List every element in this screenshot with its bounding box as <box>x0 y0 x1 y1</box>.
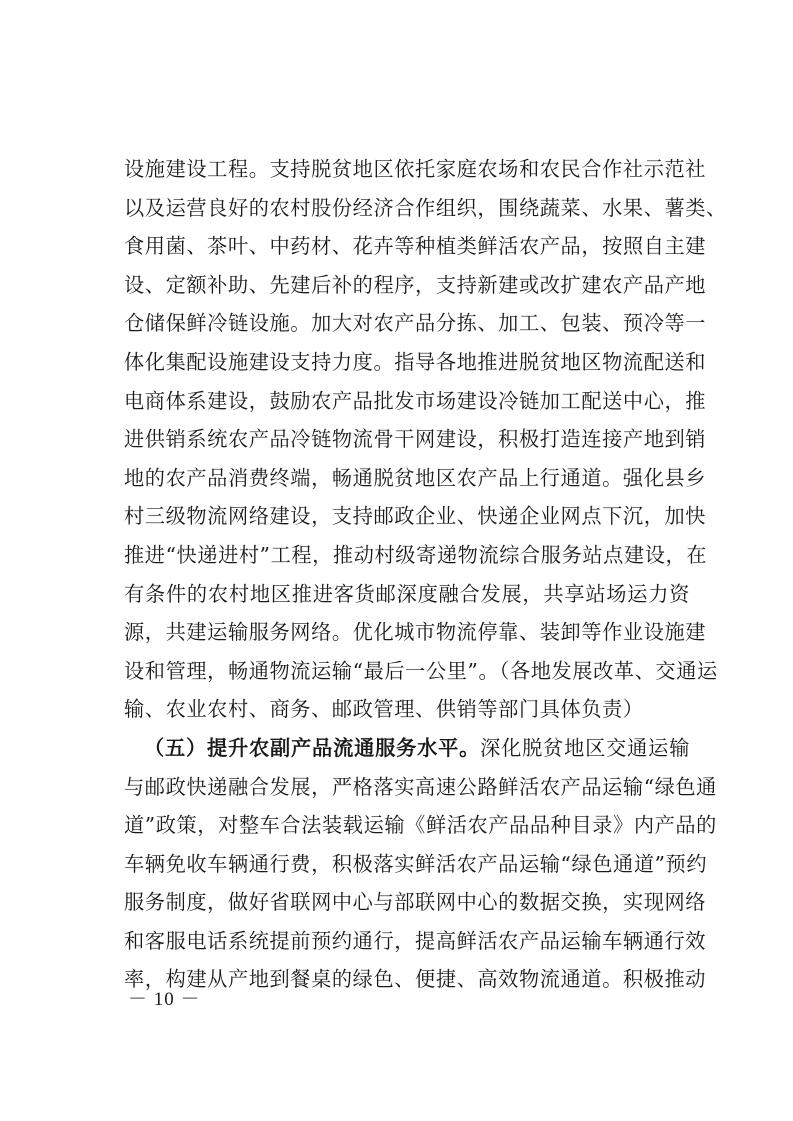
text-line: 体化集配设施建设支持力度。指导各地推进脱贫地区物流配送和 <box>124 349 707 374</box>
text-line: 推进“快递进村”工程，推动村级寄递物流综合服务站点建设，在 <box>124 542 708 567</box>
text-line: 仓储保鲜冷链设施。加大对农产品分拣、加工、包装、预冷等一 <box>124 311 707 336</box>
text-line: 道”政策，对整车合法装载运输《鲜活农产品品种目录》内产品的 <box>124 813 717 838</box>
section-first-line-text: 深化脱贫地区交通运输 <box>480 735 690 760</box>
text-line: 以及运营良好的农村股份经济合作组织，围绕蔬菜、水果、薯类、 <box>124 195 727 220</box>
text-line: 服务制度，做好省联网中心与部联网中心的数据交换，实现网络 <box>124 890 707 915</box>
text-line: 设和管理，畅通物流运输“最后一公里”。（各地发展改革、交通运 <box>124 658 718 683</box>
page-number: － 10 － <box>128 989 201 1010</box>
text-line: 与邮政快递融合发展，严格落实高速公路鲜活农产品运输“绿色通 <box>124 774 717 799</box>
text-line: 源，共建运输服务网络。优化城市物流停靠、装卸等作业设施建 <box>124 620 707 645</box>
text-line: 输、农业农村、商务、邮政管理、供销等部门具体负责） <box>124 697 644 722</box>
text-line: 村三级物流网络建设，支持邮政企业、快递企业网点下沉，加快 <box>124 504 707 529</box>
text-line: 电商体系建设，鼓励农产品批发市场建设冷链加工配送中心，推 <box>124 388 707 413</box>
text-line: 地的农产品消费终端，畅通脱贫地区农产品上行通道。强化县乡 <box>124 465 707 490</box>
body-text <box>124 150 727 999</box>
text-line: 进供销系统农产品冷链物流骨干网建设，积极打造连接产地到销 <box>124 427 707 452</box>
text-line: 车辆免收车辆通行费，积极落实鲜活农产品运输“绿色通道”预约 <box>124 851 708 876</box>
text-line: 率，构建从产地到餐桌的绿色、便捷、高效物流通道。积极推动 <box>124 967 707 992</box>
text-line: 设、定额补助、先建后补的程序，支持新建或改扩建农产品产地 <box>124 272 707 297</box>
text-line: 设施建设工程。支持脱贫地区依托家庭农场和农民合作社示范社 <box>124 157 707 181</box>
section-first-line <box>124 729 690 768</box>
text-line: 和客服电话系统提前预约通行，提高鲜活农产品运输车辆通行效 <box>124 928 707 953</box>
text-line: 有条件的农村地区推进客货邮深度融合发展，共享站场运力资 <box>124 581 690 606</box>
section-heading: （五）提升农副产品流通服务水平。 <box>144 735 481 760</box>
text-line: 食用菌、茶叶、中药材、花卉等种植类鲜活农产品，按照自主建 <box>124 234 707 259</box>
